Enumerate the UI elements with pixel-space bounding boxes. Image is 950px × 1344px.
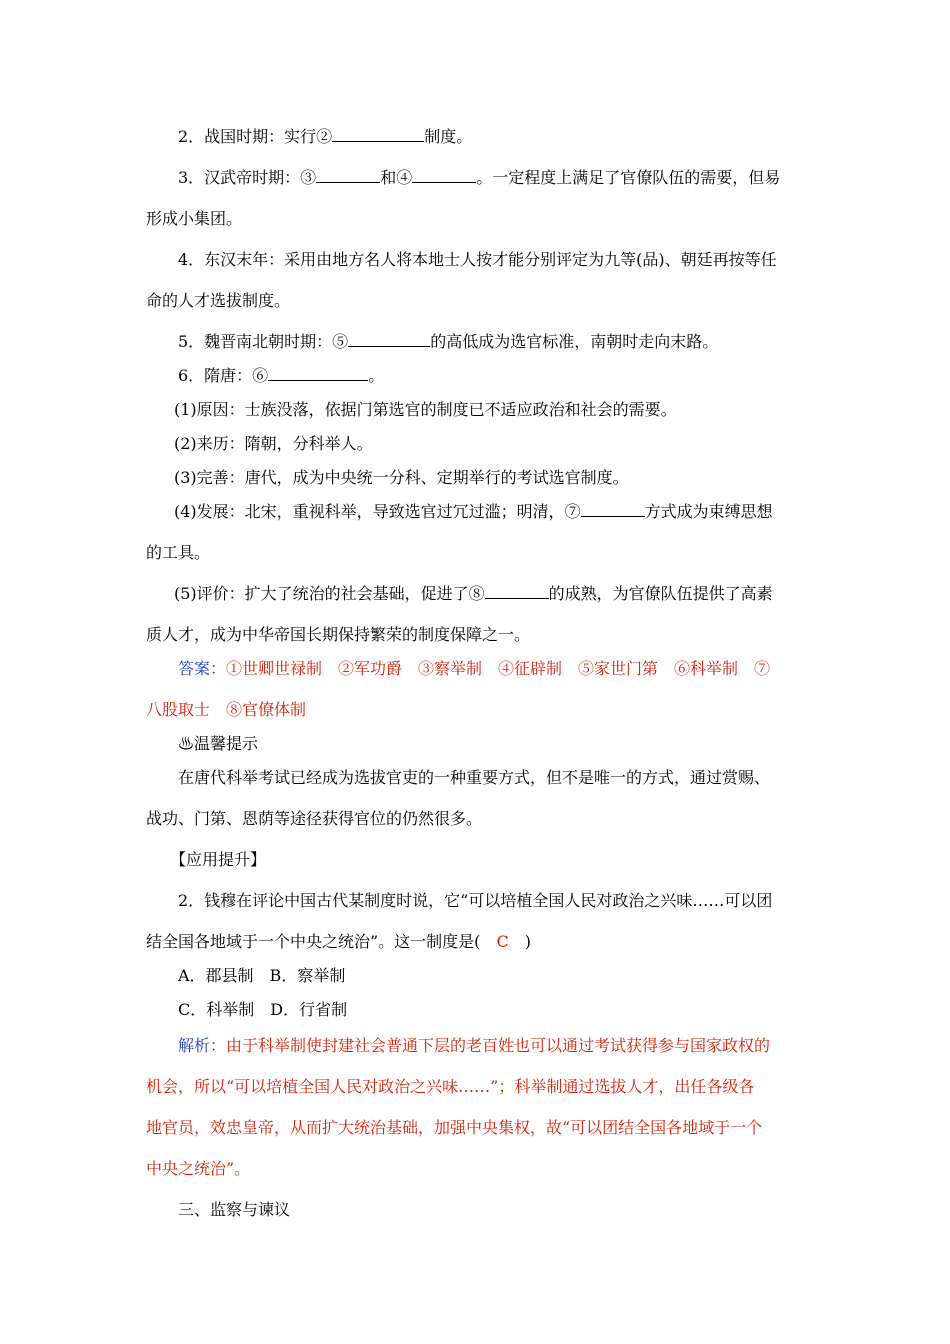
blank-3 — [316, 168, 380, 183]
answer-line-2: 八股取士 ⑧官僚体制 — [146, 700, 307, 719]
item-6: 6．隋唐：⑥ 。 — [178, 366, 385, 385]
answer-text: ①世卿世禄制 ②军功爵 ③察举制 ④征辟制 ⑤家世门第 ⑥科举制 ⑦ — [226, 659, 771, 678]
document-page — [146, 116, 808, 1221]
tip-line-2: 战功、门第、恩荫等途径获得官位的仍然很多。 — [146, 809, 483, 828]
blank-8 — [485, 584, 549, 599]
sub-item-1: (1)原因：士族没落，依据门第选官的制度已不适应政治和社会的需要。 — [174, 400, 677, 419]
sub-item-5-cont: 质人才，成为中华帝国长期保持繁荣的制度保障之一。 — [146, 625, 531, 644]
item-5: 5．魏晋南北朝时期：⑤ 的高低成为选官标准，南朝时走向末路。 — [178, 332, 719, 351]
options-line-1: A．郡县制 B．察举制 — [178, 966, 346, 985]
explanation-line-4: 中央之统治”。 — [146, 1159, 251, 1178]
explanation-line-1: 解析：由于科举制使封建社会普通下层的老百姓也可以通过考试获得参与国家政权的 — [178, 1036, 771, 1055]
question-line-2: 结全国各地域于一个中央之统治”。这一制度是( C ) — [146, 932, 531, 951]
blank-7 — [581, 502, 645, 517]
item-4: 4．东汉末年：采用由地方名人将本地士人按才能分别评定为九等(品)、朝廷再按等任 — [178, 250, 777, 269]
item-2: 2．战国时期：实行② 制度。 — [178, 127, 473, 146]
answer-line-1 — [146, 658, 808, 680]
blank-4 — [412, 168, 476, 183]
sub-item-2: (2)来历：隋朝，分科举人。 — [174, 434, 373, 453]
blank-5 — [348, 332, 430, 347]
item-3-cont: 形成小集团。 — [146, 209, 243, 228]
sub-item-4: (4)发展：北宋，重视科举，导致选官过冗过滥；明清，⑦ 方式成为束缚思想 — [174, 502, 773, 521]
answer-label: 答案： — [178, 659, 227, 678]
tip-line-1: 在唐代科举考试已经成为选拔官吏的一种重要方式，但不是唯一的方式，通过赏赐、 — [178, 768, 771, 787]
sub-item-4-cont: 的工具。 — [146, 543, 211, 562]
explanation-line-2: 机会，所以“可以培植全国人民对政治之兴味……”；科举制通过选拔人才，出任各级各 — [146, 1077, 755, 1096]
item-4-cont: 命的人才选拔制度。 — [146, 291, 291, 310]
explanation-line-3: 地官员，效忠皇帝，从而扩大统治基础，加强中央集权，故“可以团结全国各地域于一个 — [146, 1118, 763, 1137]
question-answer: C — [496, 932, 509, 951]
tip-title: ♨温馨提示 — [178, 734, 259, 753]
explanation-label: 解析： — [178, 1036, 227, 1055]
sub-item-3: (3)完善：唐代，成为中央统一分科、定期举行的考试选官制度。 — [174, 468, 629, 487]
blank-6 — [268, 366, 368, 381]
options-line-2: C．科举制 D．行省制 — [178, 1000, 348, 1019]
blank-2 — [332, 127, 424, 142]
section-title: 三、监察与谏议 — [178, 1200, 291, 1219]
practice-heading: 【应用提升】 — [170, 850, 267, 869]
item-3: 3．汉武帝时期：③ 和④ 。一定程度上满足了官僚队伍的需要，但易 — [178, 168, 781, 187]
sub-item-5: (5)评价：扩大了统治的社会基础，促进了⑧ 的成熟，为官僚队伍提供了高素 — [174, 584, 773, 603]
question-line-1: 2．钱穆在评论中国古代某制度时说，它“可以培植全国人民对政治之兴味……可以团 — [178, 891, 773, 910]
